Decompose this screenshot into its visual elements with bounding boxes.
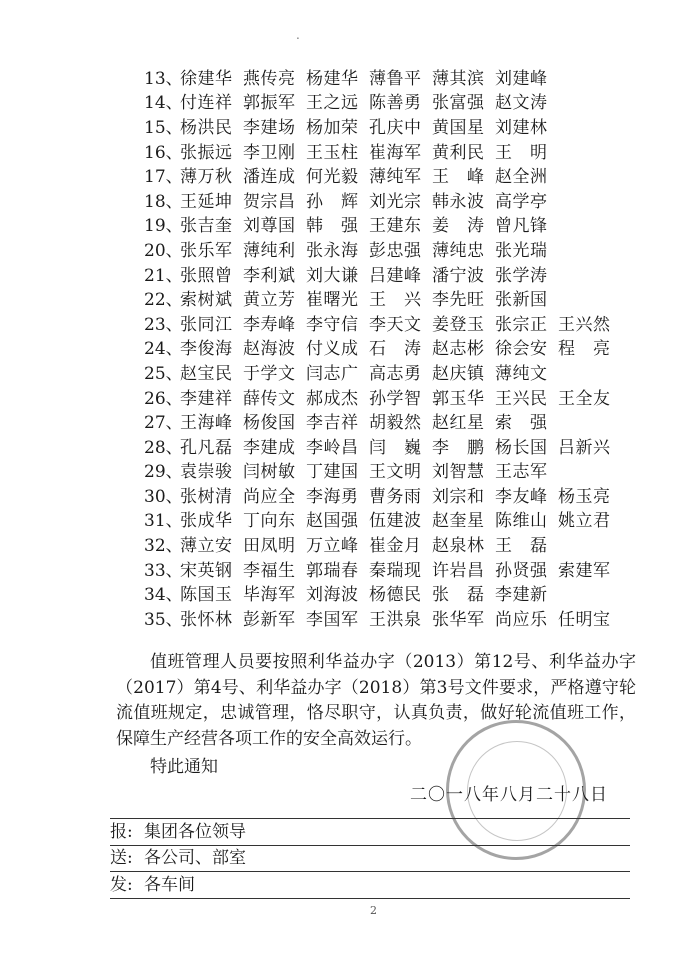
- roster-name: 王海峰: [180, 413, 233, 434]
- roster-name: 张永海: [306, 240, 359, 261]
- roster-name: 付义成: [306, 339, 359, 360]
- roster-name: 郭瑞春: [306, 560, 359, 581]
- roster-name: 张华军: [432, 609, 485, 630]
- roster-name: 张怀林: [180, 609, 233, 630]
- roster-row-number: 30、: [144, 486, 183, 507]
- roster-name: 陈国玉: [180, 585, 233, 606]
- page-number: 2: [370, 904, 377, 917]
- roster-name: 王 峰: [432, 167, 485, 188]
- roster-row: [144, 531, 664, 556]
- roster-row: [144, 162, 664, 187]
- roster-row: [144, 433, 664, 458]
- roster-name: 吕新兴: [558, 437, 611, 458]
- roster-name: 张乐军: [180, 240, 233, 261]
- roster-name: 田凤明: [243, 536, 296, 557]
- distribution-label: 发:: [110, 875, 133, 895]
- roster-name: 刘宗和: [432, 486, 485, 507]
- roster-name: 潘宁波: [432, 265, 485, 286]
- roster-row-number: 28、: [144, 437, 183, 458]
- roster-row: [144, 458, 664, 483]
- roster-name: 张吉奎: [180, 216, 233, 237]
- roster-name: 何光毅: [306, 167, 359, 188]
- distribution-value: 各公司、部室: [144, 848, 246, 868]
- roster-name: 薄纯文: [495, 363, 548, 384]
- roster-name: 高志勇: [369, 363, 422, 384]
- roster-row: [144, 605, 664, 630]
- roster-name: 张树清: [180, 486, 233, 507]
- roster-name: 薛传文: [243, 388, 296, 409]
- distribution-label: 报:: [110, 822, 133, 842]
- roster-name: 崔金月: [369, 536, 422, 557]
- roster-row: [144, 236, 664, 261]
- roster-row: [144, 507, 664, 532]
- roster-row-number: 25、: [144, 363, 183, 384]
- roster-name: 张富强: [432, 93, 485, 114]
- roster-name: 曾凡锋: [495, 216, 548, 237]
- roster-row: [144, 482, 664, 507]
- roster-name: 崔海军: [369, 142, 422, 163]
- distribution-issue: [110, 872, 630, 899]
- roster-name: 李国军: [306, 609, 359, 630]
- roster-name: 张宗正: [495, 314, 548, 335]
- roster-name: 高学亭: [495, 191, 548, 212]
- roster-name: 崔曙光: [306, 290, 359, 311]
- roster-row: [144, 556, 664, 581]
- roster-name: 刘建峰: [495, 68, 548, 89]
- roster-name: 王延坤: [180, 191, 233, 212]
- roster-row: [144, 580, 664, 605]
- roster-name: 赵海波: [243, 339, 296, 360]
- roster-name: 孔庆中: [369, 117, 422, 138]
- roster-name: 王志军: [495, 462, 548, 483]
- roster-row: [144, 335, 664, 360]
- roster-row-number: 34、: [144, 585, 183, 606]
- roster-name: 赵奎星: [432, 511, 485, 532]
- roster-row-number: 35、: [144, 609, 183, 630]
- roster-name: 李卫刚: [243, 142, 296, 163]
- roster-name: 赵国强: [306, 511, 359, 532]
- roster-row-number: 27、: [144, 413, 183, 434]
- roster-name: 姜登玉: [432, 314, 485, 335]
- roster-row-number: 14、: [144, 93, 183, 114]
- roster-name: 曹务雨: [369, 486, 422, 507]
- roster-row: [144, 89, 664, 114]
- roster-name: 彭忠强: [369, 240, 422, 261]
- roster-name: 赵文涛: [495, 93, 548, 114]
- roster-name: 黄利民: [432, 142, 485, 163]
- distribution-send: [110, 845, 630, 872]
- roster-name: 万立峰: [306, 536, 359, 557]
- roster-name: 薄其滨: [432, 68, 485, 89]
- roster-name: 刘尊国: [243, 216, 296, 237]
- roster-row: [144, 285, 664, 310]
- roster-name: 陈善勇: [369, 93, 422, 114]
- roster-row-number: 19、: [144, 216, 183, 237]
- roster-name: 闫 巍: [369, 437, 422, 458]
- roster-name: 王洪泉: [369, 609, 422, 630]
- roster-row: [144, 64, 664, 89]
- roster-name: 付连祥: [180, 93, 233, 114]
- roster-name: 薄立安: [180, 536, 233, 557]
- top-mark: .: [296, 28, 300, 42]
- roster-name: 李友峰: [495, 486, 548, 507]
- roster-name: 刘大谦: [306, 265, 359, 286]
- roster-row-number: 13、: [144, 68, 183, 89]
- distribution-label: 送:: [110, 848, 133, 868]
- roster-name: 丁建国: [306, 462, 359, 483]
- roster-row: [144, 310, 664, 335]
- roster-name: 王玉柱: [306, 142, 359, 163]
- roster-name: 杨加荣: [306, 117, 359, 138]
- roster-row-number: 17、: [144, 167, 183, 188]
- roster-name: 李俊海: [180, 339, 233, 360]
- roster-name: 徐建华: [180, 68, 233, 89]
- roster-name: 张成华: [180, 511, 233, 532]
- roster-name: 赵庆镇: [432, 363, 485, 384]
- roster-name: 王文明: [369, 462, 422, 483]
- roster-name: 尚应全: [243, 486, 296, 507]
- roster-name: 薄纯军: [369, 167, 422, 188]
- roster-name: 索 强: [495, 413, 548, 434]
- roster-name: 李建场: [243, 117, 296, 138]
- roster-name: 姚立君: [558, 511, 611, 532]
- issue-date: 二〇一八年八月二十八日: [410, 785, 608, 805]
- roster-name: 王 明: [495, 142, 548, 163]
- roster-name: 赵泉林: [432, 536, 485, 557]
- roster-name: 韩 强: [306, 216, 359, 237]
- distribution-report: [110, 818, 630, 846]
- roster-name: 张振远: [180, 142, 233, 163]
- roster-name: 孙学智: [369, 388, 422, 409]
- roster-name: 于学文: [243, 363, 296, 384]
- roster-name: 郭玉华: [432, 388, 485, 409]
- roster-name: 李天文: [369, 314, 422, 335]
- roster-name: 孔凡磊: [180, 437, 233, 458]
- roster-name: 张新国: [495, 290, 548, 311]
- roster-name: 薄纯利: [243, 240, 296, 261]
- roster-name: 赵宝民: [180, 363, 233, 384]
- roster-name: 张学涛: [495, 265, 548, 286]
- instruction-paragraph: 值班管理人员要按照利华益办字（2013）第12号、利华益办字（2017）第4号、利华益办字（2018）第3号文件要求，严格遵守轮流值班规定，忠诚管理，恪尽职守，认真负责，做好轮流值班工作，保障生产经营各项工作的安全高效运行。: [116, 652, 636, 749]
- roster-name: 李福生: [243, 560, 296, 581]
- roster-row-number: 22、: [144, 290, 183, 311]
- roster-name: 李建祥: [180, 388, 233, 409]
- roster-name: 袁崇骏: [180, 462, 233, 483]
- distribution-value: 各车间: [144, 875, 195, 895]
- duty-roster: [144, 64, 664, 630]
- roster-row-number: 18、: [144, 191, 183, 212]
- roster-name: 赵志彬: [432, 339, 485, 360]
- roster-name: 闫树敏: [243, 462, 296, 483]
- roster-row: [144, 187, 664, 212]
- roster-row-number: 15、: [144, 117, 183, 138]
- roster-name: 薄鲁平: [369, 68, 422, 89]
- roster-name: 索树斌: [180, 290, 233, 311]
- roster-name: 丁向东: [243, 511, 296, 532]
- roster-name: 韩永波: [432, 191, 485, 212]
- roster-row: [144, 384, 664, 409]
- roster-name: 毕海军: [243, 585, 296, 606]
- roster-row: [144, 138, 664, 163]
- roster-name: 郭振军: [243, 93, 296, 114]
- roster-name: 李寿峰: [243, 314, 296, 335]
- roster-row-number: 32、: [144, 536, 183, 557]
- roster-name: 程 亮: [558, 339, 611, 360]
- roster-name: 杨建华: [306, 68, 359, 89]
- roster-name: 伍建波: [369, 511, 422, 532]
- roster-row-number: 24、: [144, 339, 183, 360]
- roster-name: 任明宝: [558, 609, 611, 630]
- roster-name: 薄纯忠: [432, 240, 485, 261]
- roster-name: 李利斌: [243, 265, 296, 286]
- roster-name: 孙 辉: [306, 191, 359, 212]
- roster-name: 李岭昌: [306, 437, 359, 458]
- roster-name: 石 涛: [369, 339, 422, 360]
- roster-name: 刘海波: [306, 585, 359, 606]
- roster-name: 王建东: [369, 216, 422, 237]
- roster-name: 李 鹏: [432, 437, 485, 458]
- roster-name: 李先旺: [432, 290, 485, 311]
- roster-name: 王 兴: [369, 290, 422, 311]
- roster-name: 杨德民: [369, 585, 422, 606]
- roster-row-number: 26、: [144, 388, 183, 409]
- roster-name: 黄国星: [432, 117, 485, 138]
- roster-name: 孙贤强: [495, 560, 548, 581]
- roster-name: 胡毅然: [369, 413, 422, 434]
- roster-row-number: 20、: [144, 240, 183, 261]
- roster-name: 李吉祥: [306, 413, 359, 434]
- roster-row: [144, 359, 664, 384]
- roster-name: 杨俊国: [243, 413, 296, 434]
- roster-name: 李建新: [495, 585, 548, 606]
- roster-name: 许岩昌: [432, 560, 485, 581]
- roster-name: 张光瑞: [495, 240, 548, 261]
- roster-row-number: 33、: [144, 560, 183, 581]
- roster-name: 彭新军: [243, 609, 296, 630]
- roster-row: [144, 113, 664, 138]
- roster-name: 王 磊: [495, 536, 548, 557]
- roster-name: 王全友: [558, 388, 611, 409]
- roster-name: 尚应乐: [495, 609, 548, 630]
- roster-row-number: 31、: [144, 511, 183, 532]
- roster-row-number: 29、: [144, 462, 183, 483]
- roster-name: 潘连成: [243, 167, 296, 188]
- distribution-value: 集团各位领导: [144, 822, 246, 842]
- roster-name: 黄立芳: [243, 290, 296, 311]
- roster-name: 闫志广: [306, 363, 359, 384]
- roster-name: 刘光宗: [369, 191, 422, 212]
- roster-name: 王兴民: [495, 388, 548, 409]
- roster-row-number: 21、: [144, 265, 183, 286]
- notice-line: 特此通知: [150, 757, 218, 777]
- roster-name: 张照曾: [180, 265, 233, 286]
- roster-name: 刘建林: [495, 117, 548, 138]
- roster-name: 徐会安: [495, 339, 548, 360]
- roster-name: 李建成: [243, 437, 296, 458]
- roster-name: 赵全洲: [495, 167, 548, 188]
- roster-name: 贺宗昌: [243, 191, 296, 212]
- roster-row: [144, 212, 664, 237]
- roster-row-number: 16、: [144, 142, 183, 163]
- roster-name: 李守信: [306, 314, 359, 335]
- roster-name: 王兴然: [558, 314, 611, 335]
- roster-row: [144, 261, 664, 286]
- roster-name: 索建军: [558, 560, 611, 581]
- roster-name: 姜 涛: [432, 216, 485, 237]
- roster-row: [144, 408, 664, 433]
- roster-name: 郝成杰: [306, 388, 359, 409]
- roster-name: 杨长国: [495, 437, 548, 458]
- roster-name: 王之远: [306, 93, 359, 114]
- roster-name: 张同江: [180, 314, 233, 335]
- roster-name: 杨玉亮: [558, 486, 611, 507]
- roster-row-number: 23、: [144, 314, 183, 335]
- roster-name: 秦瑞现: [369, 560, 422, 581]
- roster-name: 薄万秋: [180, 167, 233, 188]
- roster-name: 杨洪民: [180, 117, 233, 138]
- roster-name: 张 磊: [432, 585, 485, 606]
- roster-name: 吕建峰: [369, 265, 422, 286]
- roster-name: 宋英钢: [180, 560, 233, 581]
- roster-name: 陈维山: [495, 511, 548, 532]
- roster-name: 赵红星: [432, 413, 485, 434]
- roster-name: 刘智慧: [432, 462, 485, 483]
- roster-name: 燕传亮: [243, 68, 296, 89]
- roster-name: 李海勇: [306, 486, 359, 507]
